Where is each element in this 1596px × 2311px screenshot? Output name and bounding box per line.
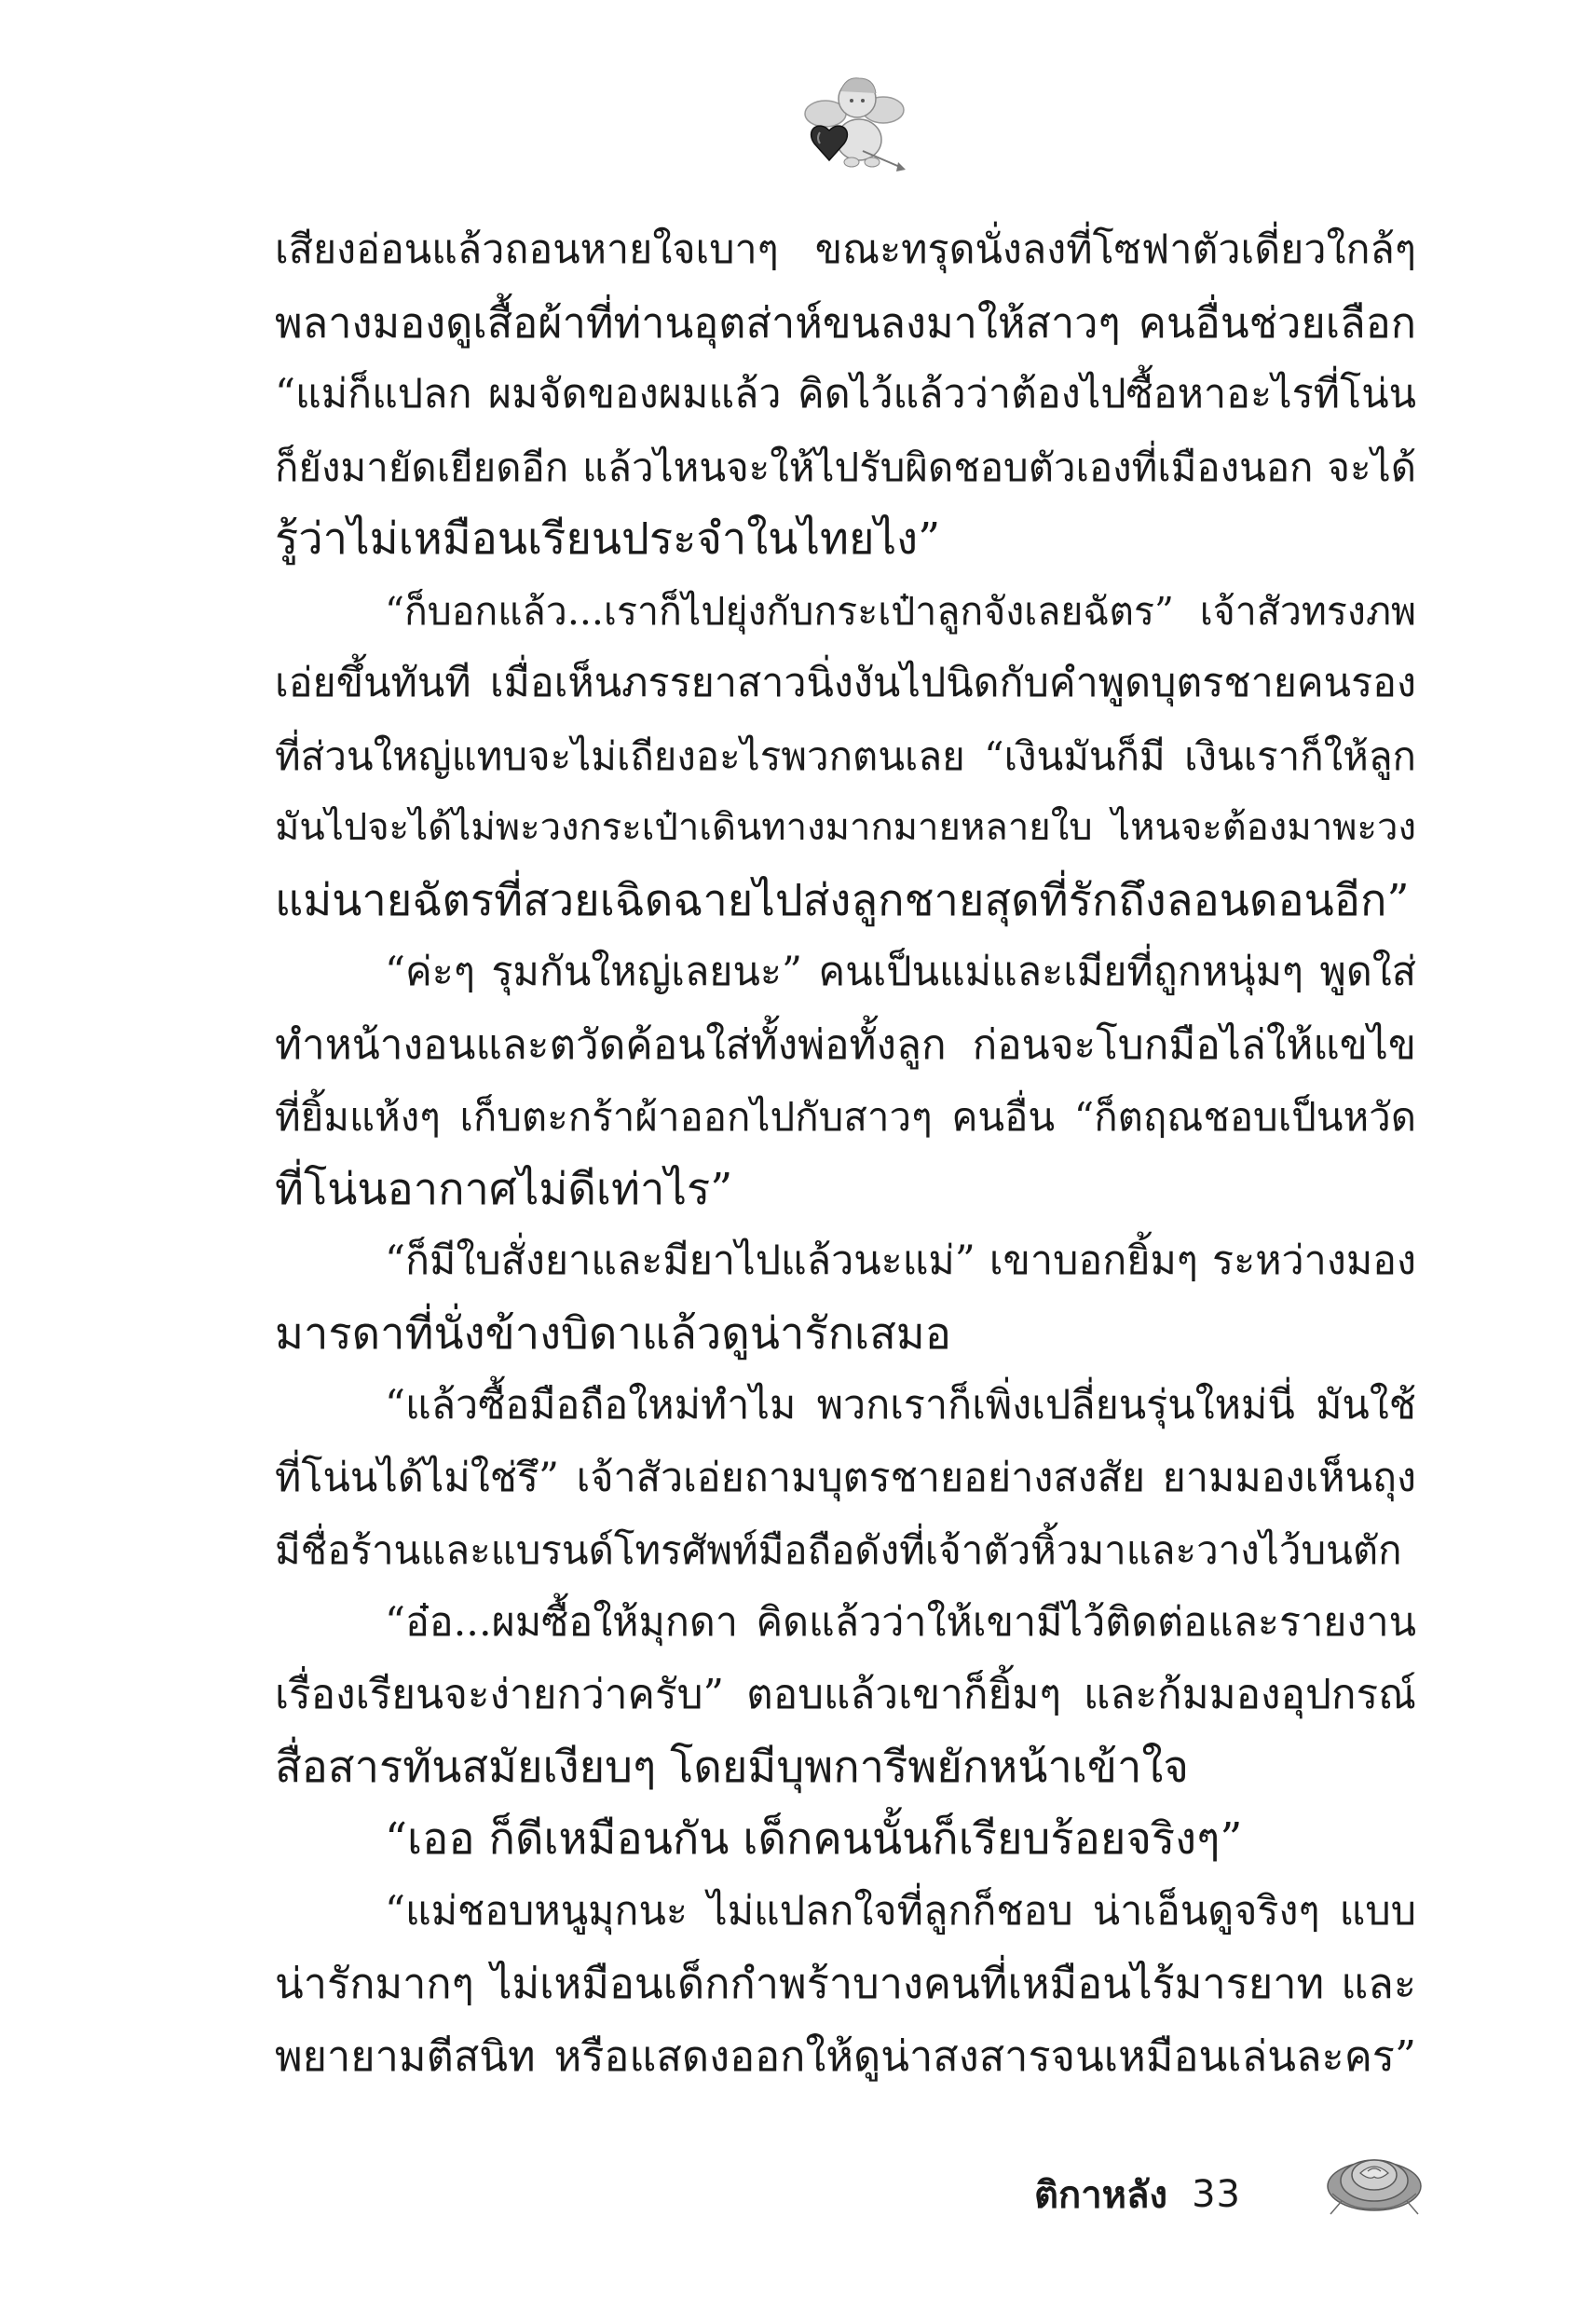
text-line: “ค่ะๆ รุมกันใหญ่เลยนะ” คนเป็นแม่และเมียที่ถูกหนุ่มๆ พูดใส่ — [385, 949, 1416, 995]
text-line: เสียงอ่อนแล้วถอนหายใจเบาๆ ขณะทรุดนั่งลงที่โซฟาตัวเดี่ยวใกล้ๆ — [275, 226, 1416, 273]
text-line: พยายามตีสนิท หรือแสดงออกให้ดูน่าสงสารจนเหมือนเล่นละคร” — [275, 2031, 1416, 2081]
text-line: “เออ ก็ดีเหมือนกัน เด็กคนนั้นก็เรียบร้อยจริงๆ” — [385, 1813, 1243, 1865]
text-line: น่ารักมากๆ ไม่เหมือนเด็กกำพร้าบางคนที่เหมือนไร้มารยาท และ — [275, 1959, 1416, 2008]
text-line: “ก็มีใบสั่งยาและมียาไปแล้วนะแม่” เขาบอกยิ้มๆ ระหว่างมอง — [385, 1238, 1416, 1284]
page-number: 33 — [1192, 2173, 1241, 2216]
text-line: แม่นายฉัตรที่สวยเฉิดฉายไปส่งลูกชายสุดที่รักถึงลอนดอนอีก” — [275, 874, 1410, 926]
book-title: ติกาหลัง — [1034, 2174, 1168, 2217]
text-line: ทำหน้างอนและตวัดค้อนใส่ทั้งพ่อทั้งลูก ก่อนจะโบกมือไล่ให้แขไข — [275, 1020, 1416, 1069]
text-line: “แม่ก็แปลก ผมจัดของผมแล้ว คิดไว้แล้วว่าต้องไปซื้อหาอะไรที่โน่น — [275, 371, 1416, 417]
text-line: ที่โน่นอากาศไม่ดีเท่าไร” — [275, 1163, 733, 1215]
text-line: “แม่ชอบหนูมุกนะ ไม่แปลกใจที่ลูกก็ชอบ น่าเอ็นดูจริงๆ แบบ — [385, 1887, 1416, 1935]
page-footer — [1034, 2162, 1241, 2227]
text-line: เรื่องเรียนจะง่ายกว่าครับ” ตอบแล้วเขาก็ยิ้มๆ และก้มมองอุปกรณ์ — [275, 1671, 1416, 1718]
text-line: มันไปจะได้ไม่พะวงกระเป๋าเดินทางมากมายหลายใบ ไหนจะต้องมาพะวง — [275, 806, 1416, 849]
text-line: ที่โน่นได้ไม่ใช่รึ” เจ้าสัวเอ่ยถามบุตรชายอย่างสงสัย ยามมองเห็นถุง — [275, 1454, 1416, 1501]
text-line: รู้ว่าไม่เหมือนเรียนประจำในไทยไง” — [275, 513, 941, 565]
text-line: “แล้วซื้อมือถือใหม่ทำไม พวกเราก็เพิ่งเปลี่ยนรุ่นใหม่นี่ มันใช้ — [385, 1382, 1416, 1429]
body-text — [275, 214, 1416, 2092]
text-line: “ก็บอกแล้ว...เราก็ไปยุ่งกับกระเป๋าลูกจังเลยฉัตร” เจ้าสัวทรงภพ — [385, 588, 1416, 634]
text-line: “อ๋อ...ผมซื้อให้มุกดา คิดแล้วว่าให้เขามีไว้ติดต่อและรายงาน — [385, 1598, 1416, 1646]
text-line: พลางมองดูเสื้อผ้าที่ท่านอุตส่าห์ขนลงมาให้สาวๆ คนอื่นช่วยเลือก — [275, 297, 1416, 348]
text-line: ที่ยิ้มแห้งๆ เก็บตะกร้าผ้าออกไปกับสาวๆ คนอื่น “ก็ตฤณชอบเป็นหวัด — [275, 1094, 1416, 1140]
rose-icon — [1323, 2140, 1425, 2223]
cupid-heart-icon — [798, 65, 909, 177]
text-line: ที่ส่วนใหญ่แทบจะไม่เถียงอะไรพวกตนเลย “เงินมันก็มี เงินเราก็ให้ลูก — [275, 732, 1416, 779]
text-line: ก็ยังมายัดเยียดอีก แล้วไหนจะให้ไปรับผิดชอบตัวเองที่เมืองนอก จะได้ — [275, 444, 1416, 490]
text-line: มารดาที่นั่งข้างบิดาแล้วดูน่ารักเสมอ — [275, 1307, 951, 1360]
text-line: มีชื่อร้านและแบรนด์โทรศัพท์มือถือดังที่เจ้าตัวหิ้วมาและวางไว้บนตัก — [275, 1527, 1402, 1573]
text-line: เอ่ยขึ้นทันที เมื่อเห็นภรรยาสาวนิ่งงันไปนิดกับคำพูดบุตรชายคนรอง — [275, 660, 1416, 706]
text-line: สื่อสารทันสมัยเงียบๆ โดยมีบุพการีพยักหน้าเข้าใจ — [275, 1741, 1189, 1793]
